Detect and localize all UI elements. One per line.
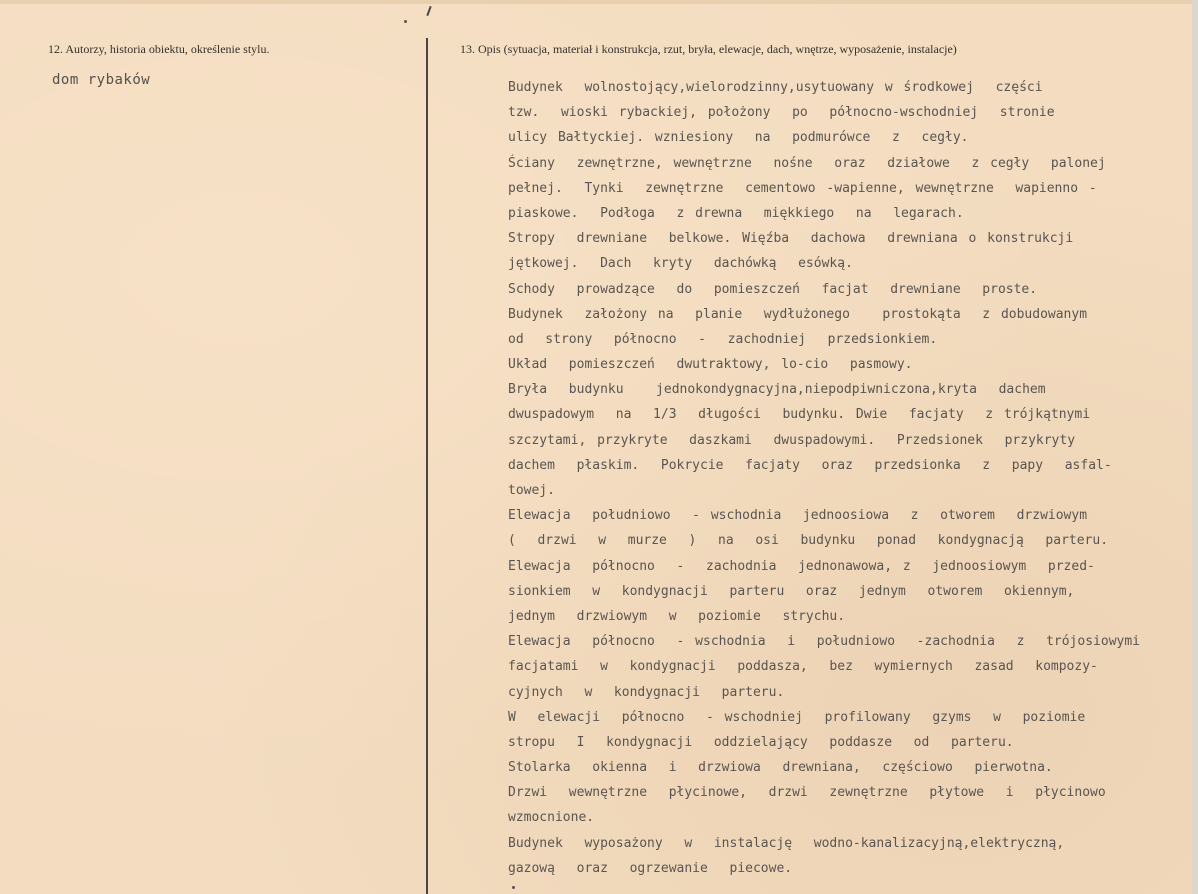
description-line: Elewacja południowo - wschodnia jednoosiowa z otworem drzwiowym: [508, 508, 1088, 524]
section-12-heading: 12. Autorzy, historia obiektu, określenie stylu.: [48, 42, 270, 56]
description-line: Stropy drewniane belkowe. Więźba dachowa drewniana o konstrukcji: [508, 231, 1074, 247]
description-line: cyjnych w kondygnacji parteru.: [508, 684, 785, 700]
section-13-heading: 13. Opis (sytuacja, materiał i konstrukcja, rzut, bryła, elewacje, dach, wnętrze, wyposażenie, instalacje): [460, 42, 957, 56]
description-line: ulicy Bałtyckiej. wzniesiony na podmurówce z cegły.: [508, 130, 969, 146]
description-line: ( drzwi w murze ) na osi budynku ponad kondygnacją parteru.: [508, 533, 1109, 549]
description-line: Drzwi wewnętrzne płycinowe, drzwi zewnętrzne płytowe i płycinowo: [508, 785, 1106, 801]
description-line: Ściany zewnętrzne, wewnętrzne nośne oraz działowe z cegły palonej: [508, 155, 1106, 171]
section-12-value: dom rybaków: [52, 72, 151, 88]
column-divider: [426, 38, 428, 894]
description-line: piaskowe. Podłoga z drewna miękkiego na legarach.: [508, 205, 964, 221]
description-line: sionkiem w kondygnacji parteru oraz jednym otworem okiennym,: [508, 583, 1075, 599]
ink-dot: [512, 886, 515, 889]
description-line: Schody prowadzące do pomieszczeń facjat drewniane proste.: [508, 281, 1038, 297]
description-line: Elewacja północno - zachodnia jednonawowa, z jednoosiowym przed-: [508, 558, 1095, 574]
ink-dot: [404, 20, 407, 23]
description-line: jednym drzwiowym w poziomie strychu.: [508, 608, 846, 624]
description-line: wzmocnione.: [508, 810, 595, 826]
description-line: jętkowej. Dach kryty dachówką esówką.: [508, 256, 853, 272]
page-right-edge: [1192, 0, 1198, 894]
description-line: dwuspadowym na 1/3 długości budynku. Dwie facjaty z trójkątnymi: [508, 407, 1091, 423]
description-line: Stolarka okienna i drzwiowa drewniana, częściowo pierwotna.: [508, 760, 1053, 776]
description-line: Budynek założony na planie wydłużonego prostokąta z dobudowanym: [508, 306, 1088, 322]
description-line: Elewacja północno - wschodnia i południowo -zachodnia z trójosiowymi: [508, 634, 1140, 650]
description-line: dachem płaskim. Pokrycie facjaty oraz przedsionka z papy asfal-: [508, 457, 1112, 473]
section-13-description: [508, 75, 1168, 881]
description-line: stropu I kondygnacji oddzielający poddasze od parteru.: [508, 734, 1014, 750]
description-line: od strony północno - zachodniej przedsionkiem.: [508, 331, 938, 347]
description-line: facjatami w kondygnacji poddasza, bez wymiernych zasad kompozy-: [508, 659, 1098, 675]
description-line: Budynek wolnostojący,wielorodzinny,usytuowany w środkowej części: [508, 80, 1043, 95]
page-top-edge: [0, 0, 1198, 4]
description-line: gazową oraz ogrzewanie piecowe.: [508, 860, 793, 876]
description-line: W elewacji północno - wschodniej profilowany gzyms w poziomie: [508, 709, 1086, 725]
description-line: towej.: [508, 483, 555, 498]
description-line: tzw. wioski rybackiej, położony po północno-wschodniej stronie: [508, 105, 1055, 121]
description-line: Układ pomieszczeń dwutraktowy, lo-cio pasmowy.: [508, 357, 913, 373]
description-line: pełnej. Tynki zewnętrzne cementowo -wapienne, wewnętrzne wapienno -: [508, 180, 1097, 196]
description-line: Budynek wyposażony w instalację wodno-kanalizacyjną,elektryczną,: [508, 835, 1065, 851]
description-line: szczytami, przykryte daszkami dwuspadowymi. Przedsionek przykryty: [508, 432, 1076, 448]
description-line: Bryła budynku jednokondygnacyjna,niepodpiwniczona,kryta dachem: [508, 382, 1046, 398]
